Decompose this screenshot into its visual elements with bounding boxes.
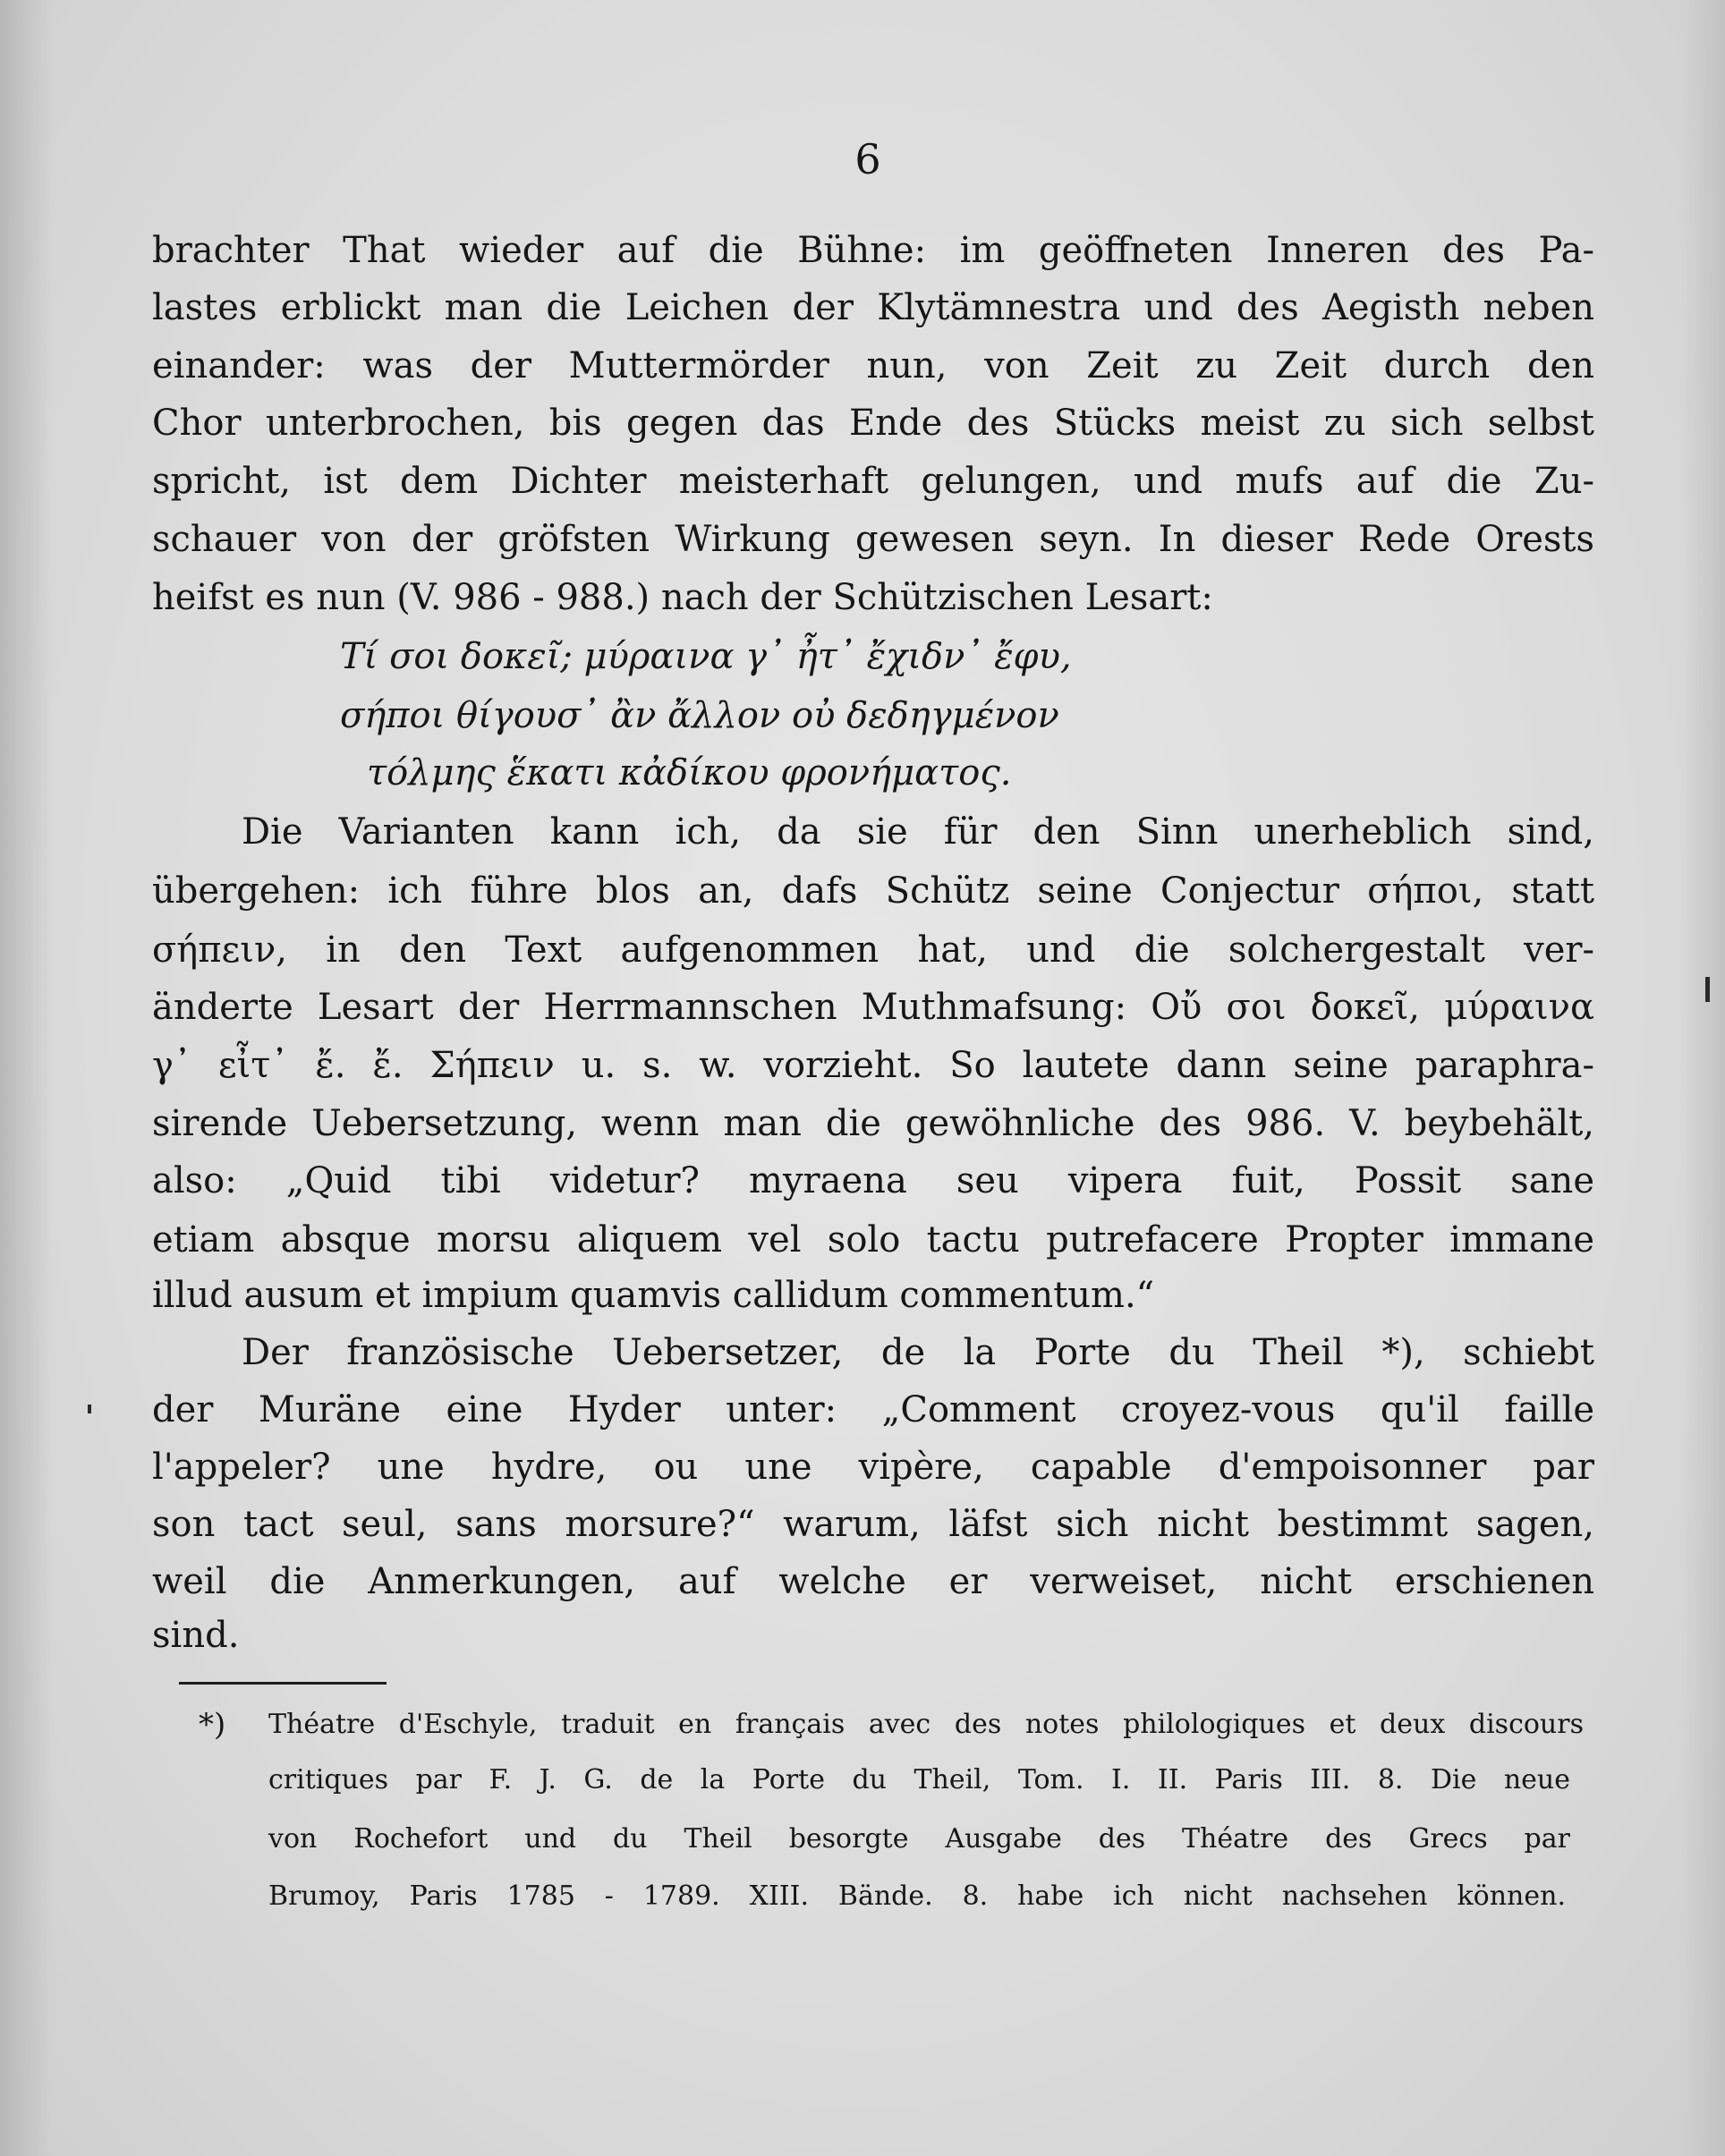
text-line: illud ausum et impium quamvis callidum commentum.“ bbox=[152, 1275, 1155, 1316]
text-line: son tact seul, sans morsure?“ warum, läfst sich nicht bestimmt sagen, bbox=[152, 1504, 1594, 1545]
text-line: heifst es nun (V. 986 - 988.) nach der Schützischen Lesart: bbox=[152, 577, 1213, 618]
page-number: 6 bbox=[854, 135, 881, 183]
text-line: lastes erblickt man die Leichen der Klytämnestra und des Aegisth neben bbox=[152, 287, 1594, 328]
text-line: also: „Quid tibi videtur? myraena seu vipera fuit, Possit sane bbox=[152, 1160, 1594, 1201]
scan-speck bbox=[1705, 977, 1710, 1002]
text-line: Chor unterbrochen, bis gegen das Ende des Stücks meist zu sich selbst bbox=[152, 403, 1594, 444]
text-line: etiam absque morsu aliquem vel solo tactu putrefacere Propter immane bbox=[152, 1219, 1594, 1260]
scan-speck bbox=[88, 1405, 91, 1413]
text-line: änderte Lesart der Herrmannschen Muthmafsung: Οὔ σοι δοκεῖ, μύραινα bbox=[152, 987, 1594, 1028]
text-line: schauer von der gröfsten Wirkung gewesen seyn. In dieser Rede Orests bbox=[152, 519, 1594, 560]
text-line: sind. bbox=[152, 1615, 240, 1656]
text-line: Die Varianten kann ich, da sie für den Sinn unerheblich sind, bbox=[242, 811, 1594, 853]
greek-verse: τόλμης ἕκατι κἀδίκου φρονήματος. bbox=[367, 752, 1012, 794]
page-shadow-right bbox=[1680, 0, 1725, 2156]
text-line: einander: was der Muttermörder nun, von Zeit zu Zeit durch den bbox=[152, 345, 1594, 386]
text-line: σήπειν, in den Text aufgenommen hat, und die solchergestalt ver- bbox=[152, 929, 1594, 971]
footnote-line: Brumoy, Paris 1785 - 1789. XIII. Bände. 8. habe ich nicht nachsehen können. bbox=[268, 1880, 1566, 1912]
greek-verse: σήποι θίγουσ᾽ ἂν ἄλλον οὐ δεδηγμένον bbox=[340, 695, 1059, 736]
footnote-line: von Rochefort und du Theil besorgte Ausgabe des Théatre des Grecs par bbox=[268, 1823, 1570, 1855]
greek-verse: Τί σοι δοκεῖ; μύραινα γ᾽ ἦτ᾽ ἔχιδν᾽ ἔφυ, bbox=[340, 636, 1072, 677]
page-shadow-left bbox=[0, 0, 54, 2156]
text-line: weil die Anmerkungen, auf welche er verweiset, nicht erschienen bbox=[152, 1561, 1594, 1602]
text-line: l'appeler? une hydre, ou une vipère, capable d'empoisonner par bbox=[152, 1447, 1594, 1488]
text-line: Der französische Uebersetzer, de la Porte du Theil *), schiebt bbox=[242, 1332, 1594, 1373]
text-line: der Muräne eine Hyder unter: „Comment croyez-vous qu'il faille bbox=[152, 1389, 1594, 1430]
text-line: sirende Uebersetzung, wenn man die gewöhnliche des 986. V. beybehält, bbox=[152, 1103, 1594, 1144]
text-line: übergehen: ich führe blos an, dafs Schütz seine Conjectur σήποι, statt bbox=[152, 870, 1594, 912]
text-line: brachter That wieder auf die Bühne: im geöffneten Inneren des Pa- bbox=[152, 230, 1594, 271]
text-line: γ᾽ εἶτ᾽ ἔ. ἔ. Σήπειν u. s. w. vorzieht. So lautete dann seine paraphra- bbox=[152, 1045, 1594, 1086]
text-line: spricht, ist dem Dichter meisterhaft gelungen, und mufs auf die Zu- bbox=[152, 461, 1594, 502]
footnote-line: Théatre d'Eschyle, traduit en français avec des notes philologiques et deux discours bbox=[268, 1709, 1584, 1740]
footnote-marker: *) bbox=[199, 1707, 226, 1743]
footnote-line: critiques par F. J. G. de la Porte du Theil, Tom. I. II. Paris III. 8. Die neue bbox=[268, 1764, 1570, 1795]
footnote-rule bbox=[179, 1682, 387, 1685]
